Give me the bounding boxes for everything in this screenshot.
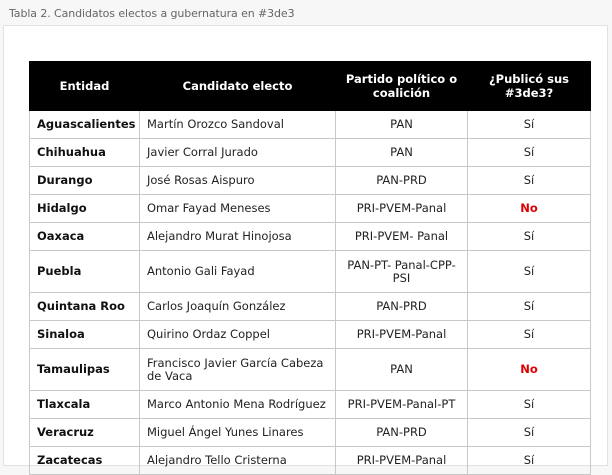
candidates-table	[29, 61, 591, 475]
cell-partido: PAN	[336, 111, 468, 139]
header-entidad: Entidad	[30, 62, 140, 111]
cell-partido: PAN	[336, 139, 468, 167]
cell-publico: Sí	[468, 293, 591, 321]
cell-candidato: Carlos Joaquín González	[140, 293, 336, 321]
cell-entidad: Tamaulipas	[30, 349, 140, 391]
cell-candidato: José Rosas Aispuro	[140, 167, 336, 195]
cell-candidato: Alejandro Murat Hinojosa	[140, 223, 336, 251]
cell-publico: Sí	[468, 111, 591, 139]
header-partido: Partido político o coalición	[336, 62, 468, 111]
cell-entidad: Veracruz	[30, 419, 140, 447]
cell-partido: PRI-PVEM-Panal	[336, 447, 468, 475]
cell-candidato: Antonio Gali Fayad	[140, 251, 336, 293]
cell-publico: Sí	[468, 223, 591, 251]
cell-publico: Sí	[468, 167, 591, 195]
cell-entidad: Aguascalientes	[30, 111, 140, 139]
cell-candidato: Miguel Ángel Yunes Linares	[140, 419, 336, 447]
cell-entidad: Zacatecas	[30, 447, 140, 475]
table-row	[30, 391, 591, 419]
cell-candidato: Marco Antonio Mena Rodríguez	[140, 391, 336, 419]
header-candidato: Candidato electo	[140, 62, 336, 111]
cell-candidato: Martín Orozco Sandoval	[140, 111, 336, 139]
cell-candidato: Omar Fayad Meneses	[140, 195, 336, 223]
cell-publico: Sí	[468, 139, 591, 167]
table-row	[30, 139, 591, 167]
table-row	[30, 321, 591, 349]
cell-entidad: Chihuahua	[30, 139, 140, 167]
table-row	[30, 447, 591, 475]
cell-partido: PRI-PVEM- Panal	[336, 223, 468, 251]
table-row	[30, 251, 591, 293]
cell-partido: PRI-PVEM-Panal	[336, 321, 468, 349]
cell-partido: PAN	[336, 349, 468, 391]
cell-publico: Sí	[468, 447, 591, 475]
cell-entidad: Quintana Roo	[30, 293, 140, 321]
cell-publico: No	[468, 349, 591, 391]
cell-entidad: Durango	[30, 167, 140, 195]
cell-partido: PRI-PVEM-Panal-PT	[336, 391, 468, 419]
cell-partido: PAN-PRD	[336, 419, 468, 447]
cell-candidato: Alejandro Tello Cristerna	[140, 447, 336, 475]
cell-publico: No	[468, 195, 591, 223]
header-publico: ¿Publicó sus #3de3?	[468, 62, 591, 111]
cell-publico: Sí	[468, 391, 591, 419]
cell-entidad: Hidalgo	[30, 195, 140, 223]
cell-partido: PAN-PRD	[336, 167, 468, 195]
cell-publico: Sí	[468, 419, 591, 447]
table-caption: Tabla 2. Candidatos electos a gubernatura en #3de3	[9, 7, 295, 20]
cell-entidad: Oaxaca	[30, 223, 140, 251]
table-row	[30, 293, 591, 321]
table-row	[30, 195, 591, 223]
cell-partido: PRI-PVEM-Panal	[336, 195, 468, 223]
cell-candidato: Francisco Javier García Cabeza de Vaca	[140, 349, 336, 391]
table-row	[30, 111, 591, 139]
table-row	[30, 419, 591, 447]
cell-partido: PAN-PT- Panal-CPP-PSI	[336, 251, 468, 293]
cell-partido: PAN-PRD	[336, 293, 468, 321]
cell-entidad: Puebla	[30, 251, 140, 293]
table-card	[3, 25, 608, 466]
table-row	[30, 167, 591, 195]
table-row	[30, 223, 591, 251]
table-row	[30, 349, 591, 391]
cell-publico: Sí	[468, 251, 591, 293]
cell-entidad: Tlaxcala	[30, 391, 140, 419]
table-header-row	[30, 62, 591, 111]
cell-publico: Sí	[468, 321, 591, 349]
cell-candidato: Quirino Ordaz Coppel	[140, 321, 336, 349]
cell-candidato: Javier Corral Jurado	[140, 139, 336, 167]
cell-entidad: Sinaloa	[30, 321, 140, 349]
